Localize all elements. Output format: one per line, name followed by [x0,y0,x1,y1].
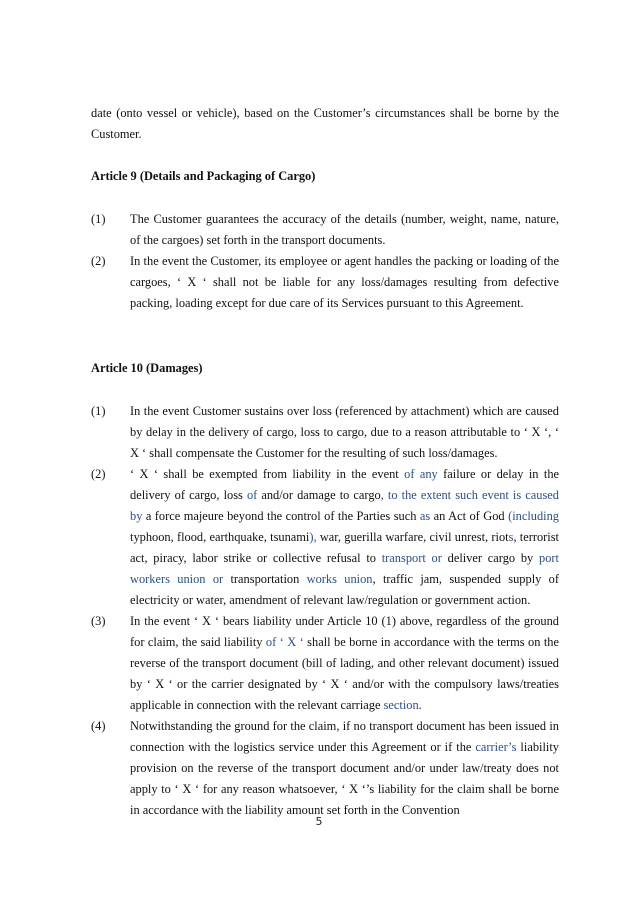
revision-mark: (including [508,509,559,523]
revision-mark: as [419,509,431,523]
continuation-paragraph: date (onto vessel or vehicle), based on the Customer’s circumstances shall be borne by the Customer. [91,106,559,141]
item-number: (1) [91,212,106,226]
item-number: (2) [91,467,106,481]
article-10-item-4 [91,716,559,821]
item-number: (4) [91,719,106,733]
item-text: In the event ‘ X ‘ bears liability under Article 10 (1) above, regardless of the ground for claim, the said liability of ‘ X ‘ shall be borne in accordance with the terms on the reverse of the transport document (bill of lading, and other relevant document) issued by ‘ X ‘ or the carrier designated by ‘ X ‘ and/or with the compulsory laws/treaties applicable in connection with the relevant carriage section. [130,614,559,712]
article-10-item-2 [91,464,559,611]
article-9-item-2 [91,251,559,314]
page-number: 5 [315,815,323,828]
item-number: (2) [91,254,106,268]
revision-mark: ), [309,530,317,544]
revision-mark: of [246,488,258,502]
revision-mark: carrier’s [475,740,517,754]
revision-mark: of any [404,467,438,481]
document-body [91,103,559,821]
item-number: (1) [91,404,106,418]
item-text: ‘ X ‘ shall be exempted from liability in the event of any failure or delay in the delivery of cargo, loss of and/or damage to cargo, to the extent such event is caused by a force majeure beyond the control of the Parties such as an Act of God (including typhoon, flood, earthquake, tsunami), war, guerilla warfare, civil unrest, riots, terrorist act, piracy, labor strike or collective refusal to transport or deliver cargo by port workers union or transportation works union, traffic jam, suspended supply of electricity or water, amendment of relevant law/regulation or government action. [130,467,560,607]
item-text: In the event the Customer, its employee or agent handles the packing or loading of the cargoes, ‘ X ‘ shall not be liable for any loss/damages resulting from defective packing, loading except for due care of its Services pursuant to this Agreement. [130,254,559,310]
revision-mark: port workers union or [130,551,559,586]
article-10-item-3 [91,611,559,716]
revision-mark: works union [306,572,373,586]
revision-mark: section [383,698,419,712]
item-text: Notwithstanding the ground for the claim, if no transport document has been issued in connection with the logistics service under this Agreement or if the carrier’s liability provision on the reverse of the transport document and/or under law/treaty does not apply to ‘ X ‘ for any reason whatsoever, ‘ X ‘’s liability for the claim shall be borne in accordance with the liability amount set forth in the Convention [130,719,559,817]
item-text: In the event Customer sustains over loss (referenced by attachment) which are caused by delay in the delivery of cargo, loss to cargo, due to a reason attributable to ‘ X ‘, ‘ X ‘ shall compensate the Customer for the resulting of such loss/damages. [130,404,559,460]
article-10-heading: Article 10 (Damages) [91,361,203,375]
revision-mark: of ‘ X ‘ [265,635,304,649]
revision-mark: s [508,530,514,544]
article-9-heading: Article 9 (Details and Packaging of Cargo) [91,169,316,183]
revision-mark: transport or [381,551,442,565]
revision-mark: , to the extent such event is caused by [130,488,559,523]
item-text: The Customer guarantees the accuracy of the details (number, weight, name, nature, of the cargoes) set forth in the transport documents. [130,212,559,247]
item-number: (3) [91,614,106,628]
article-9-item-1 [91,209,559,251]
article-10-item-1 [91,401,559,464]
